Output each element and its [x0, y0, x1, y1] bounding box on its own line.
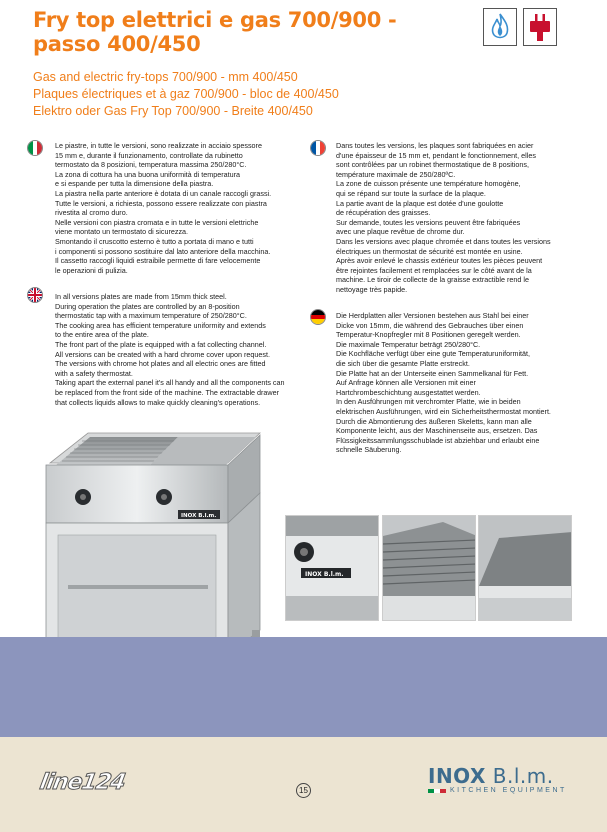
subtitle-de: Elektro oder Gas Fry Top 700/900 - Breite 400/450 — [33, 104, 313, 118]
italian-stripe-icon — [428, 789, 446, 793]
fry-top-product-photo — [28, 375, 273, 675]
decorative-band — [0, 637, 607, 737]
italian-flag-icon — [27, 140, 43, 156]
text-italian: Le piastre, in tutte le versioni, sono realizzate in acciaio spessore 15 mm e, durante il funzionamento, controllate da rubinetto termostato da 8 posizioni, temperatura massima 250/280°C. La zona di cottura ha una buona uniformità di temperatura e si espande per tutta la dimensione della piastra. La piastra nella parte anteriore è dotata di un canale raccogli grassi. Tutte le versioni, a richiesta, possono essere realizzate con piastra rivestita al cromo duro. Nelle versioni con piastra cromata e in tutte le versioni elettriche viene montato un termostato di sicurezza. Smontando il cruscotto esterno è tutto a portata di mano e tutti i componenti si possono sostituire dal lato anteriore della macchina. Il cassetto raccogli liquidi estraibile permette di fare velocemente le operazioni di pulizia. — [55, 141, 272, 275]
detail-photo-ribbed-plate — [382, 515, 476, 621]
gas-flame-icon — [483, 8, 517, 46]
french-flag-icon — [310, 140, 326, 156]
brand-tagline: KITCHEN EQUIPMENT — [450, 787, 567, 794]
electric-plug-icon — [523, 8, 557, 46]
text-english: In all versions plates are made from 15mm thick steel. During operation the plates are controlled by an 8-position thermostatic tap with a maximum temperature of 250/280°C. The cooking area has efficient temperature uniformity and extends to the entire area of the plate. The front part of the plate is equipped with a fat collecting channel. All versions can be created with a hard chrome cover upon request. The versions with chrome hot plates and all electric ones are fitted with a safety thermostat. Taking apart the external panel it's all handy and all the components can be replaced from the front side of the machine. The extractable drawer that collects liquids allows to make quickly cleaning's operations. — [55, 292, 285, 407]
subtitle-en: Gas and electric fry-tops 700/900 - mm 400/450 — [33, 70, 298, 84]
inox-blm-logo — [428, 764, 567, 794]
brand-suffix: B.l.m. — [485, 764, 554, 788]
detail-photo-smooth-plate — [478, 515, 572, 621]
detail-photo-knob — [285, 515, 379, 621]
text-german: Die Herdplatten aller Versionen bestehen aus Stahl bei einer Dicke von 15mm, die während des Gebrauches über einen Temperatur-Knopfregler mit 8 Positionen geregelt werden. Die maximale Temperatur beträgt 250/280°C. Die Kochfläche verfügt über eine gute Temperaturuniformität, die sich über die gesamte Platte erstreckt. Die Platte hat an der Unterseite einen Sammelkanal für Fett. Auf Anfrage können alle Versionen mit einer Hartchrombeschichtung ausgestattet werden. In den Ausführungen mit verchromter Platte, wie in beiden elektrischen Ausführungen, wird ein Sicherheitsthermostat montiert. Durch die Abmontierung des äußeren Skeletts, kann man alle Komponente leicht, aus der Maschinenseite aus, ersetzen. Das Flüssigkeitssammlungsschublade ist abziehbar und erlaubt eine schnelle Säuberung. — [336, 311, 551, 455]
page-number: 15 — [296, 783, 311, 798]
energy-icons — [483, 8, 557, 46]
brand-main: INOX — [428, 764, 486, 788]
product-brand-plate: INOX B.l.m. — [181, 513, 217, 519]
thumb-brand-plate: INOX B.l.m. — [305, 571, 344, 578]
german-flag-icon — [310, 309, 326, 325]
uk-flag-icon — [27, 287, 43, 303]
page-title: Fry top elettrici e gas 700/900 - passo 400/450 — [33, 8, 397, 56]
subtitles — [33, 69, 339, 120]
subtitle-fr: Plaques électriques et à gaz 700/900 - bloc de 400/450 — [33, 87, 339, 101]
line124-logo: line124 — [37, 770, 127, 795]
text-french: Dans toutes les versions, les plaques sont fabriquées en acier d'une épaisseur de 15 mm et, pendant le fonctionnement, elles sont contrôlées par un robinet thermostatique de 8 positions, température maximale de 250/280ºC. La zone de cuisson présente une température homogène, qui se répand sur toute la surface de la plaque. La partie avant de la plaque est dotée d'une goulotte de récupération des graisses. Sur demande, toutes les versions peuvent être fabriquées avec une plaque revêtue de chrome dur. Dans les versions avec plaque chromée et dans toutes les versions électriques un thermostat de sécurité est montée en usine. Après avoir enlevé le chassis extérieur toutes les pièces peuvent être rejointes facilement et remplacées sur le côté avant de la machine. Le tiroir de collecte de la graisse extractible rend le nettoyage très papide. — [336, 141, 551, 294]
